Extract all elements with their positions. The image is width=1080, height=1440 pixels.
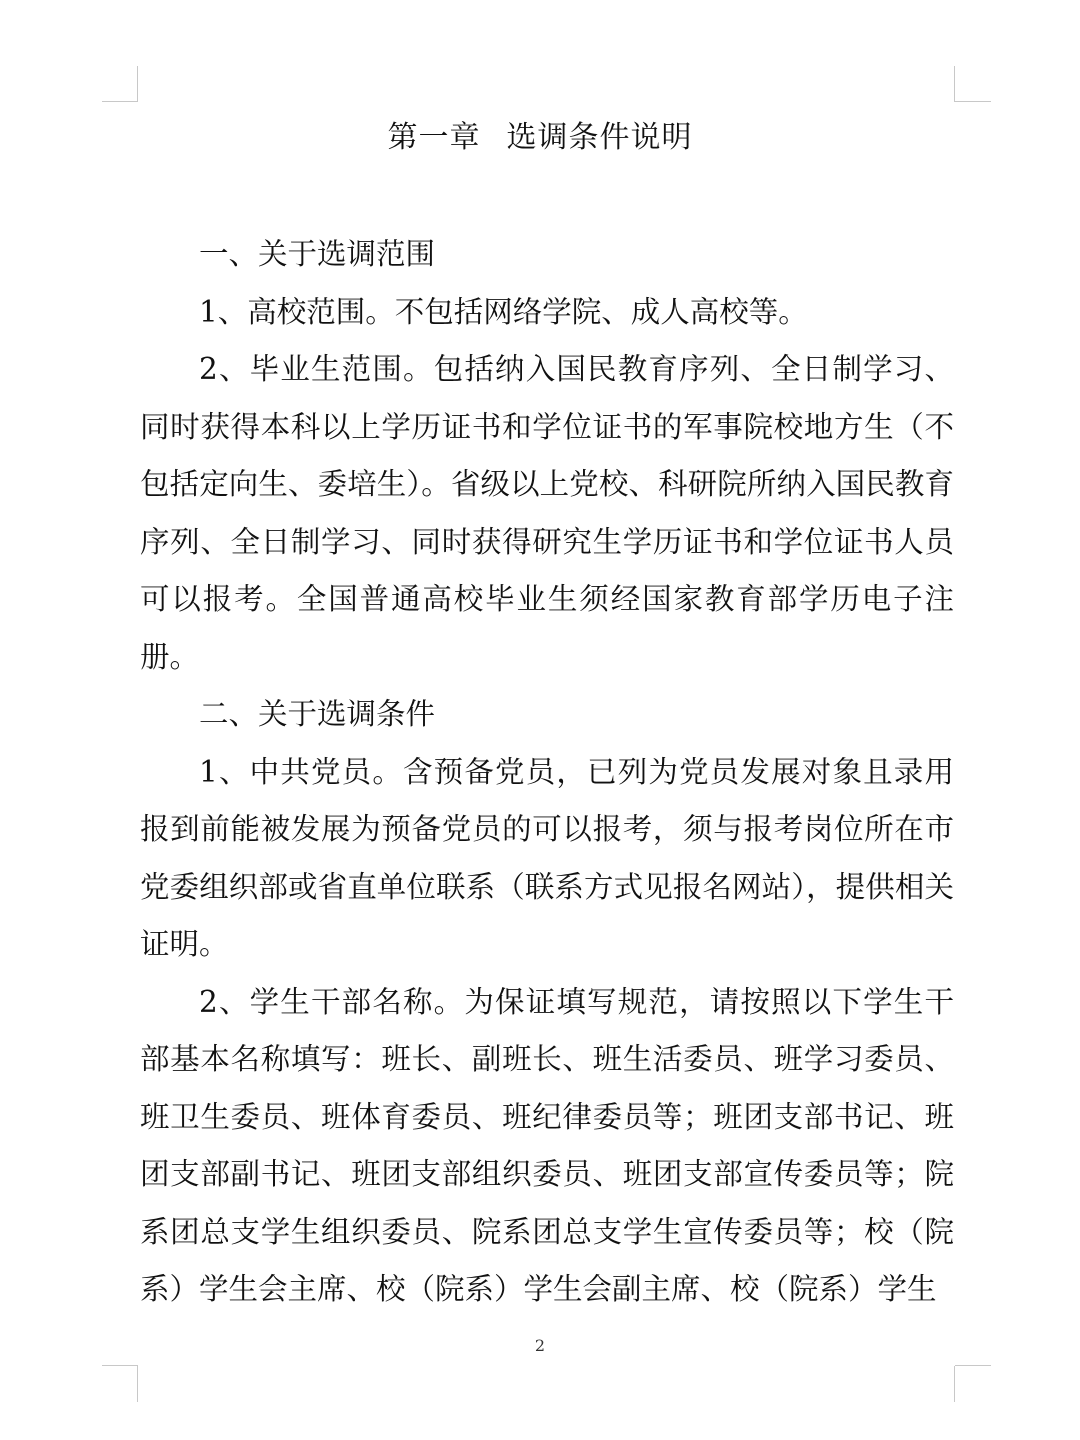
paragraph: 1、中共党员。含预备党员，已列为党员发展对象且录用报到前能被发展为预备党员的可以报考，须与报考岗位所在市党委组织部或省直单位联系（联系方式见报名网站），提供相关证明。 — [140, 754, 954, 961]
crop-mark-top-right-horizontal — [955, 101, 991, 102]
crop-mark-top-left-horizontal — [102, 101, 138, 102]
page-number: 2 — [534, 1336, 546, 1355]
chapter-number: 第一章 — [387, 120, 481, 155]
paragraph: 1、高校范围。不包括网络学院、成人高校等。 — [199, 294, 808, 329]
paragraph: 2、学生干部名称。为保证填写规范，请按照以下学生干部基本名称填写：班长、副班长、班生活委员、班学习委员、班卫生委员、班体育委员、班纪律委员等；班团支部书记、班团支部副书记、班团支部组织委员、班团支部宣传委员等；院系团总支学生组织委员、院系团总支学生宣传委员等；校（院系）学生会主席、校（院系）学生会副主席、校（院系）学生 — [140, 984, 954, 1306]
section-heading: 一、关于选调范围 — [199, 237, 436, 271]
crop-mark-bottom-right-vertical — [954, 1366, 955, 1402]
document-body — [140, 226, 954, 1319]
crop-mark-top-left-vertical — [137, 66, 138, 102]
chapter-subtitle: 选调条件说明 — [506, 120, 693, 155]
crop-mark-bottom-left-horizontal — [102, 1365, 138, 1366]
crop-mark-bottom-right-horizontal — [955, 1365, 991, 1366]
crop-mark-bottom-left-vertical — [137, 1366, 138, 1402]
section-heading: 二、关于选调条件 — [199, 697, 436, 731]
chapter-title — [0, 112, 1080, 156]
paragraph: 2、毕业生范围。包括纳入国民教育序列、全日制学习、同时获得本科以上学历证书和学位证书的军事院校地方生（不包括定向生、委培生）。省级以上党校、科研院所纳入国民教育序列、全日制学习、同时获得研究生学历证书和学位证书人员可以报考。全国普通高校毕业生须经国家教育部学历电子注册。 — [140, 352, 954, 674]
crop-mark-top-right-vertical — [954, 66, 955, 102]
